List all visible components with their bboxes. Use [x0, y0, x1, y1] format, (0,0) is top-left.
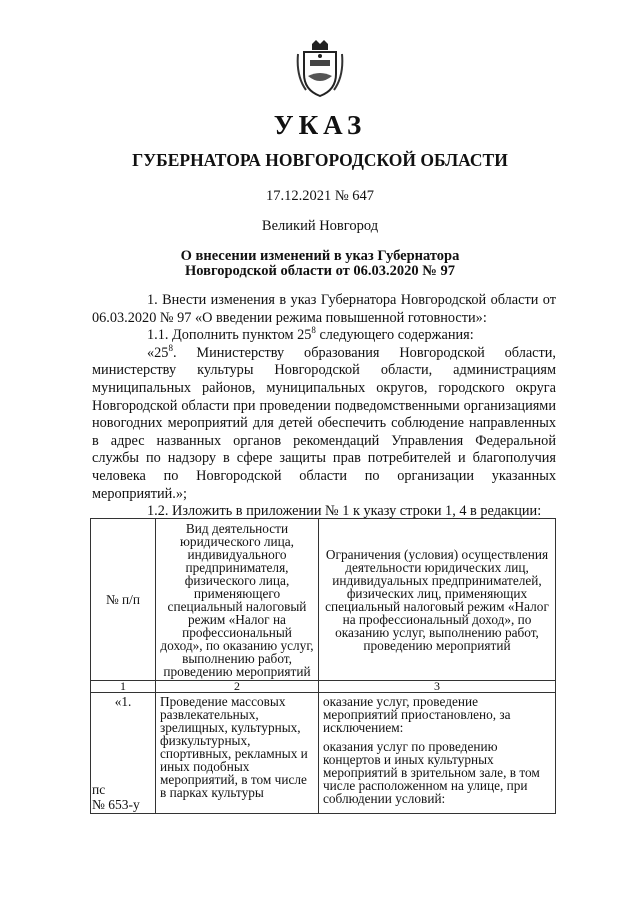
superscript: 8	[311, 325, 316, 336]
footer-line-2: № 653-у	[92, 797, 140, 812]
header-activity: Вид деятельности юридического лица, индивидуального предпринимателя, физического лица, применяющего специальный налоговый режим «Налог на профессиональный доход», по оказанию услуг, выполнению работ, проведению мероприятий	[156, 519, 319, 681]
text: следующего содержания:	[315, 327, 474, 344]
date-number: 17.12.2021 № 647	[265, 188, 375, 204]
restriction-text: оказание услуг, проведение мероприятий приостановлено, за исключением:	[323, 694, 511, 735]
document-body	[92, 292, 556, 521]
paragraph-1: 1. Внести изменения в указ Губернатора Новгородской области от 06.03.2020 № 97 «О введении режима повышенной готовности»:	[92, 292, 556, 326]
heading-line-2: Новгородской области от 06.03.2020 № 97	[185, 263, 455, 279]
paragraph-1-2: 1.2. Изложить в приложении № 1 к указу строки 1, 4 в редакции:	[147, 503, 542, 520]
heading-line-1: О внесении изменений в указ Губернатора	[180, 248, 460, 264]
table-header-row	[91, 519, 556, 681]
header-number: № п/п	[91, 519, 156, 681]
text: 1.1. Дополнить пунктом 25	[147, 327, 312, 344]
footer-note	[92, 782, 140, 812]
column-number: 3	[319, 681, 556, 693]
restrictions-table	[90, 518, 556, 814]
coat-of-arms-emblem	[296, 40, 344, 98]
row-restrictions	[319, 693, 556, 814]
table-row	[91, 693, 556, 814]
row-activity: Проведение массовых развлекательных, зрелищных, культурных, физкультурных, спортивных, рекламных и иных подобных мероприятий, в том числе в парках культуры	[156, 693, 319, 814]
column-number: 1	[91, 681, 156, 693]
column-numbers-row	[91, 681, 556, 693]
document-heading	[0, 249, 640, 279]
column-number: 2	[156, 681, 319, 693]
restriction-text: оказания услуг по проведению концертов и иных культурных мероприятий в зрительном зале, в том числе расположенном на улице, при соблюдении условий:	[323, 739, 540, 806]
row-number: «1.	[91, 693, 156, 814]
header-restrictions: Ограничения (условия) осуществления деятельности юридических лиц, индивидуальных предпринимателей, физических лиц, применяющих специальный налоговый режим «Налог на профессиональный доход», по оказанию услуг, выполнению работ, проведению мероприятий	[319, 519, 556, 681]
city: Великий Новгород	[261, 218, 379, 234]
document-title: УКАЗ	[273, 110, 367, 140]
text: «25	[147, 344, 169, 361]
text: . Министерству образования Новгородской области, министерству культуры Новгородской области, администрациям муниципальных районов, муниципальных округов, городского округа Новгородской области при проведении подведомственными организациями новогодних мероприятий для детей обеспечить соблюдение направленных в адрес названных органов рекомендаций Управления Федеральной службы по надзору в сфере защиты прав потребителей и благополучия человека по Новгородской области по организации указанных мероприятий.»;	[92, 344, 556, 502]
paragraph-25-8	[92, 345, 556, 503]
superscript: 8	[168, 343, 173, 354]
document-subtitle: ГУБЕРНАТОРА НОВГОРОДСКОЙ ОБЛАСТИ	[132, 150, 508, 170]
paragraph-1-1	[92, 327, 556, 345]
footer-line-1: пс	[92, 782, 106, 797]
